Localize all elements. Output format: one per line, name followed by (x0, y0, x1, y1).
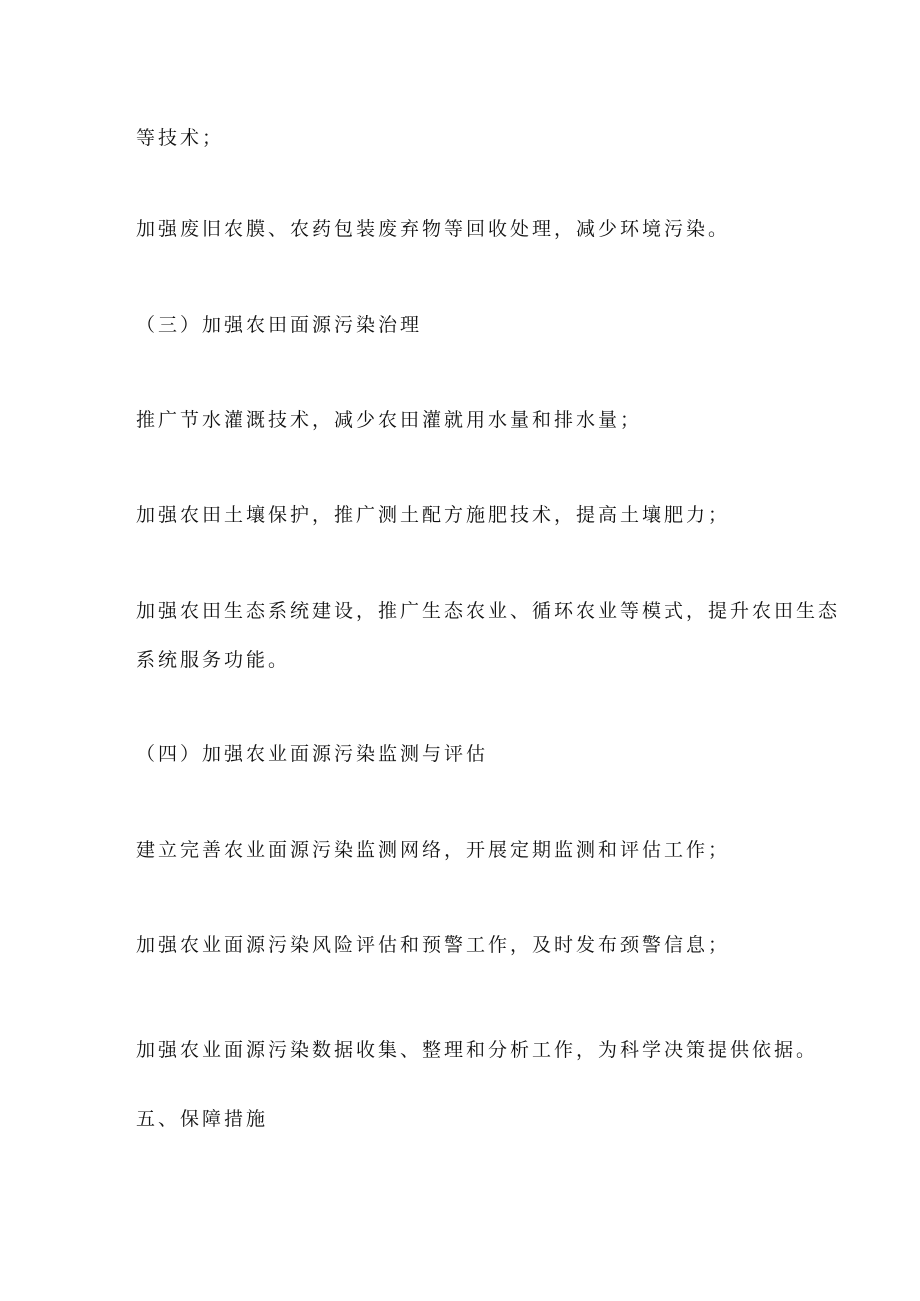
paragraph-line: 等技术； (136, 127, 225, 149)
section-heading: （三）加强农田面源污染治理 (136, 314, 423, 336)
paragraph-line: 推广节水灌溉技术，减少农田灌就用水量和排水量； (136, 409, 643, 431)
paragraph-line: 加强农田土壤保护，推广测土配方施肥技术，提高土壤肥力； (136, 504, 731, 526)
paragraph-line: 加强农业面源污染数据收集、整理和分析工作，为科学决策提供依据。 (136, 1039, 819, 1061)
paragraph-line: 加强废旧农膜、农药包装废弃物等回收处理，减少环境污染。 (136, 218, 731, 240)
paragraph-line: 系统服务功能。 (136, 649, 291, 671)
paragraph-line: 加强农田生态系统建设，推广生态农业、循环农业等模式，提升农田生态 (136, 600, 841, 622)
paragraph-line: 建立完善农业面源污染监测网络，开展定期监测和评估工作； (136, 839, 731, 861)
section-heading: 五、保障措施 (136, 1108, 269, 1130)
section-heading: （四）加强农业面源污染监测与评估 (136, 743, 489, 765)
paragraph-line: 加强农业面源污染风险评估和预警工作，及时发布颈警信息； (136, 934, 731, 956)
